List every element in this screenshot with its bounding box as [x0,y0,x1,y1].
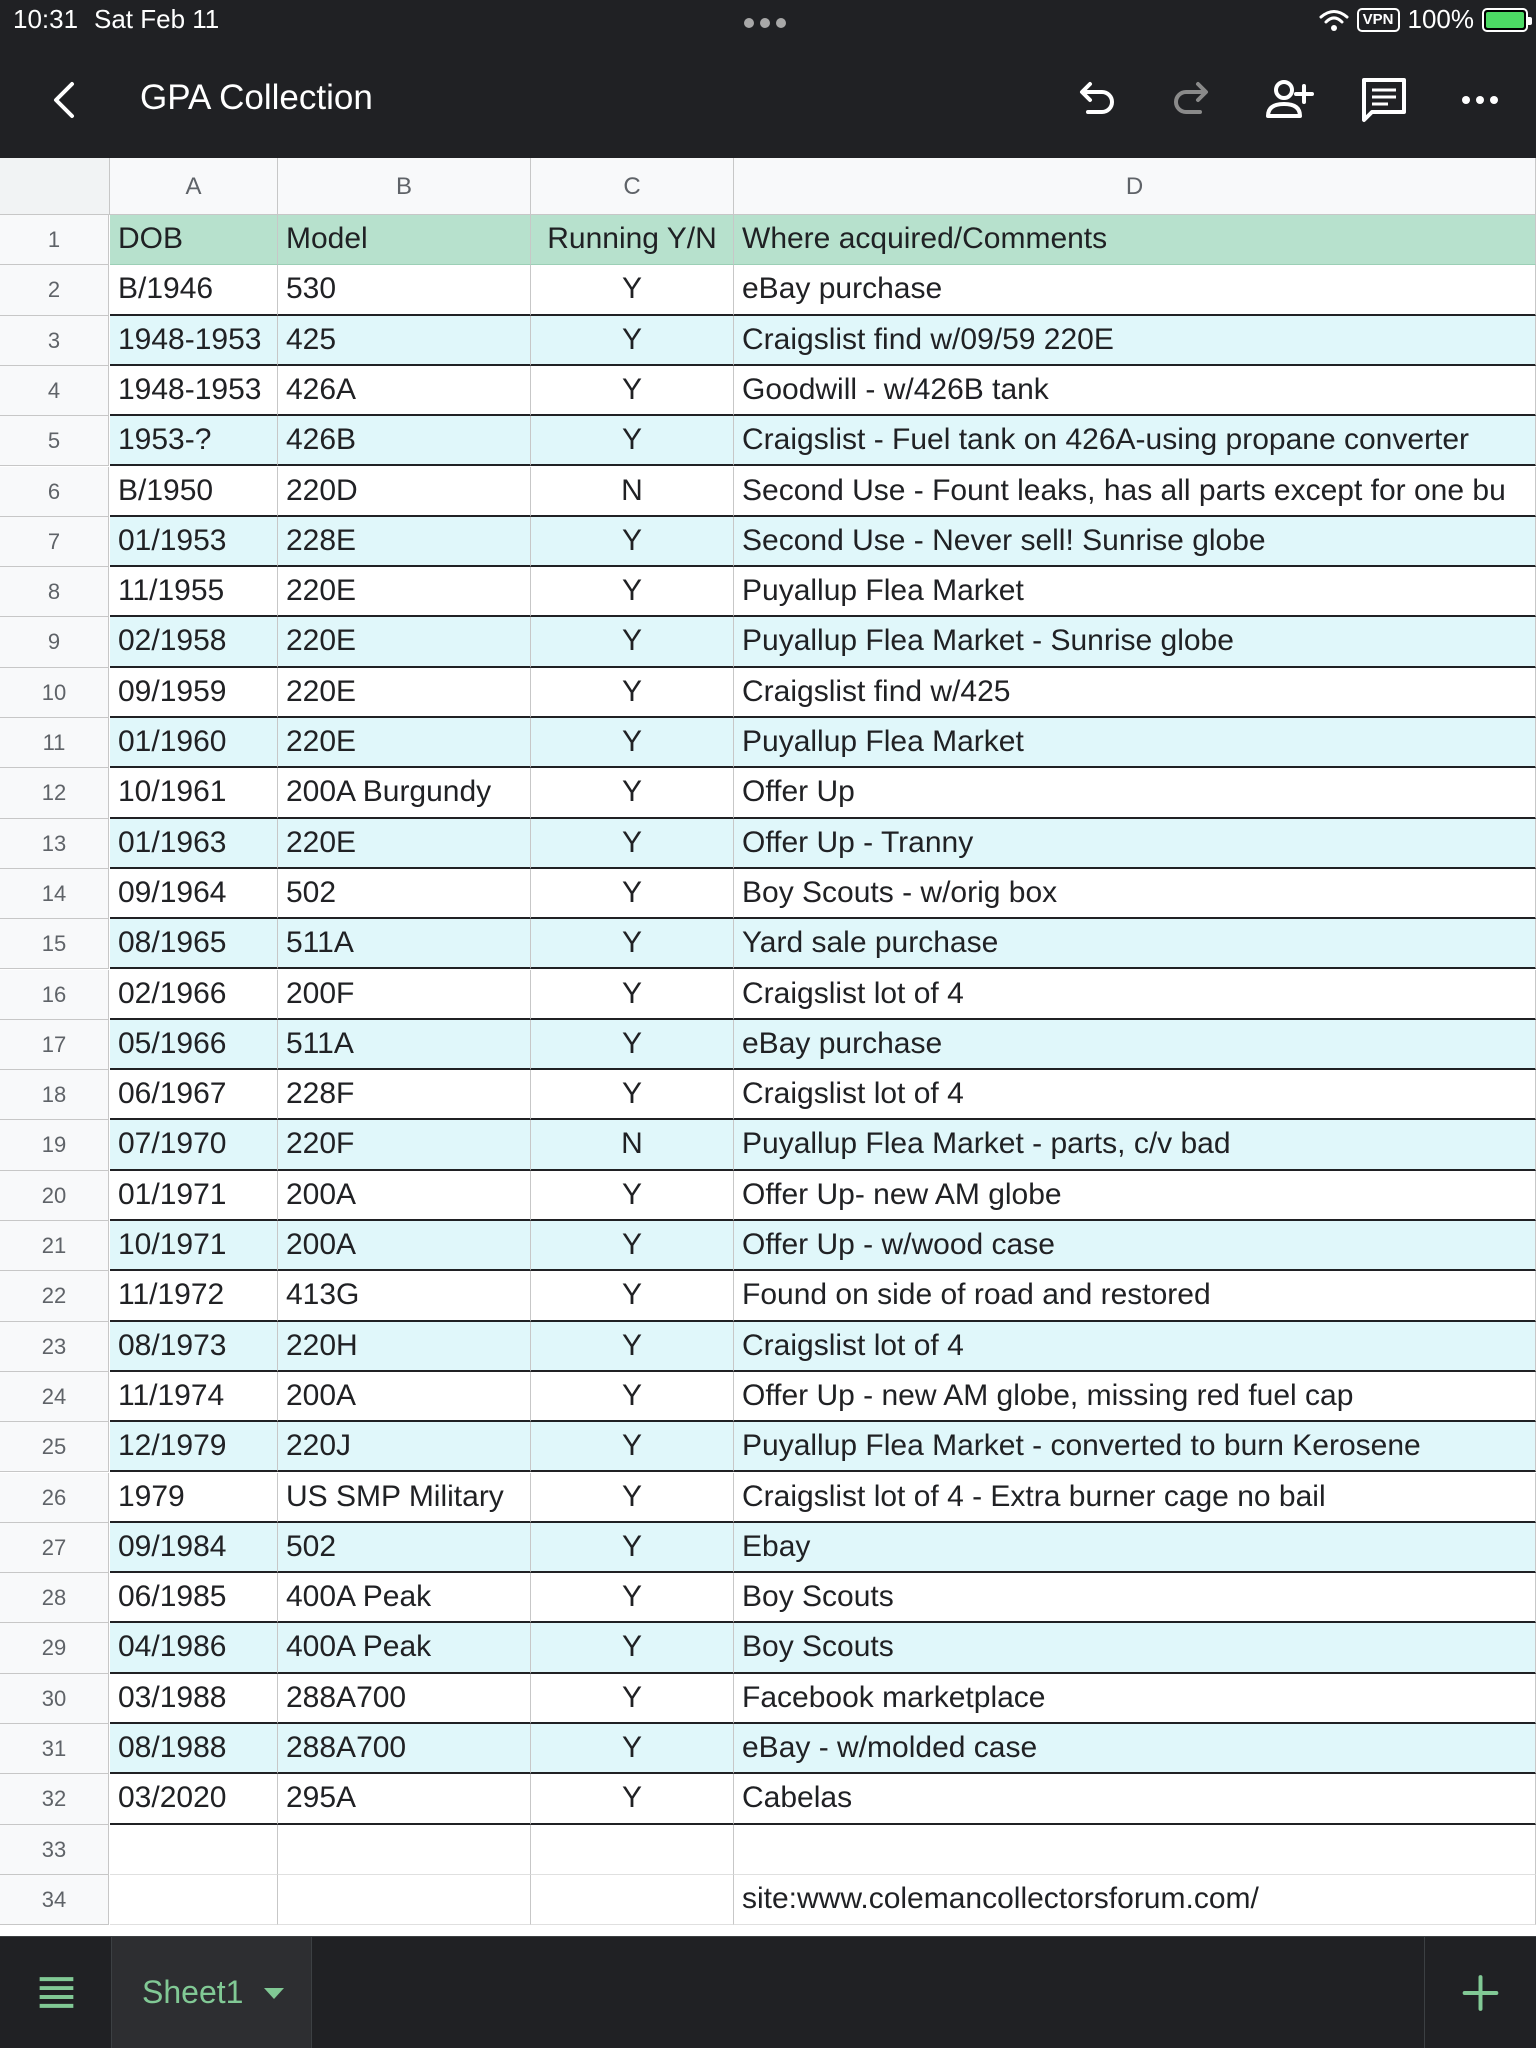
cell-comments[interactable]: Facebook marketplace [734,1674,1536,1724]
cell-model[interactable] [278,1825,531,1875]
row-number[interactable]: 24 [0,1372,109,1422]
column-header-a[interactable]: A [110,158,278,215]
cell-model[interactable]: 220H [278,1322,531,1372]
cell-running[interactable]: Y [531,1573,734,1623]
cell-model[interactable]: 228E [278,517,531,567]
cell-running[interactable]: Y [531,1070,734,1120]
cell-running[interactable]: Y [531,970,734,1020]
cell-running[interactable]: Y [531,265,734,315]
row-number[interactable]: 12 [0,768,109,818]
cell-model[interactable]: 425 [278,316,531,366]
cell-running[interactable]: Y [531,1322,734,1372]
wifi-icon [1319,8,1349,32]
cell-comments[interactable]: Second Use - Fount leaks, has all parts except for one bu [734,467,1536,517]
cell-running[interactable]: Y [531,1774,734,1824]
cell-model[interactable]: 220E [278,567,531,617]
column-header-c[interactable]: C [531,158,734,215]
cell-dob[interactable]: 12/1979 [110,1422,278,1472]
row-number[interactable]: 13 [0,819,109,869]
row-number[interactable]: 22 [0,1271,109,1321]
row-number[interactable]: 16 [0,970,109,1020]
row-number[interactable]: 4 [0,366,109,416]
cell-running[interactable]: Y [531,1674,734,1724]
cell-dob[interactable]: 08/1988 [110,1724,278,1774]
row-number[interactable]: 34 [0,1875,109,1925]
cell-comments[interactable]: Craigslist find w/425 [734,668,1536,718]
cell-dob[interactable]: 1979 [110,1473,278,1523]
cell-comments[interactable]: Offer Up - Tranny [734,819,1536,869]
cell-comments[interactable]: Boy Scouts - w/orig box [734,869,1536,919]
cell-running[interactable]: Y [531,517,734,567]
sheet-tab-sheet1[interactable] [112,1937,312,2048]
cell-comments[interactable]: Offer Up - new AM globe, missing red fuel cap [734,1372,1536,1422]
battery-icon [1482,8,1528,32]
row-number[interactable]: 17 [0,1020,109,1070]
cell-dob[interactable]: 1948-1953 [110,316,278,366]
status-right [1319,4,1528,35]
row-number[interactable]: 7 [0,517,109,567]
cell-dob[interactable]: 02/1958 [110,617,278,667]
battery-percent: 100% [1407,4,1474,34]
cell-model[interactable]: 220E [278,668,531,718]
cell-comments[interactable]: Boy Scouts [734,1573,1536,1623]
cell-dob[interactable]: 09/1984 [110,1523,278,1573]
undo-icon[interactable] [1068,72,1124,128]
cell-model[interactable]: US SMP Military [278,1473,531,1523]
cell-model[interactable]: 220D [278,467,531,517]
row-number[interactable]: 5 [0,416,109,466]
cell-dob[interactable]: 05/1966 [110,1020,278,1070]
cell-model[interactable]: 288A700 [278,1674,531,1724]
cell-dob[interactable]: 11/1974 [110,1372,278,1422]
row-number[interactable]: 26 [0,1473,109,1523]
row-number[interactable]: 30 [0,1674,109,1724]
cell-model[interactable]: 200A Burgundy [278,768,531,818]
back-icon[interactable] [40,70,90,130]
cell-model[interactable]: 502 [278,1523,531,1573]
cell-model[interactable]: 220E [278,617,531,667]
cell-dob[interactable] [110,1825,278,1875]
cell-dob[interactable]: 01/1960 [110,718,278,768]
cell-dob[interactable]: B/1946 [110,265,278,315]
cell-dob[interactable]: 02/1966 [110,970,278,1020]
cell-running[interactable]: Y [531,1422,734,1472]
cell-running[interactable]: Y [531,316,734,366]
cell-model[interactable]: 220E [278,718,531,768]
cell-running[interactable]: N [531,467,734,517]
cell-comments[interactable]: Craigslist lot of 4 [734,1322,1536,1372]
cell-comments[interactable]: Second Use - Never sell! Sunrise globe [734,517,1536,567]
top-chrome [0,0,1536,158]
cell-running[interactable]: Y [531,1523,734,1573]
cell-dob[interactable] [110,1875,278,1925]
cell-comments[interactable]: Found on side of road and restored [734,1271,1536,1321]
status-date: Sat Feb 11 [94,4,220,34]
sheet-tab-label: Sheet1 [142,1974,244,2010]
cell-running[interactable]: Y [531,819,734,869]
cell-running[interactable]: Y [531,1221,734,1271]
redo-icon[interactable] [1164,72,1220,128]
cell-model[interactable]: 288A700 [278,1724,531,1774]
cell-comments[interactable]: Yard sale purchase [734,919,1536,969]
cell-model[interactable]: 200A [278,1171,531,1221]
cell-comments[interactable]: eBay - w/molded case [734,1724,1536,1774]
cell-dob[interactable]: 03/2020 [110,1774,278,1824]
row-number[interactable]: 33 [0,1825,109,1875]
cell-dob[interactable]: DOB [110,215,278,265]
row-number[interactable]: 6 [0,467,109,517]
all-sheets-menu-icon[interactable] [0,1937,112,2048]
cell-comments[interactable]: Cabelas [734,1774,1536,1824]
cell-dob[interactable]: 10/1961 [110,768,278,818]
comment-icon[interactable] [1356,72,1412,128]
column-header-b[interactable]: B [278,158,531,215]
cell-running[interactable]: Y [531,1020,734,1070]
cell-running[interactable]: Y [531,768,734,818]
cell-dob[interactable]: 08/1965 [110,919,278,969]
cell-comments[interactable] [734,1825,1536,1875]
cell-model[interactable]: 400A Peak [278,1623,531,1673]
cell-dob[interactable]: 11/1955 [110,567,278,617]
column-header-d[interactable]: D [734,158,1536,215]
cell-comments[interactable]: Puyallup Flea Market [734,567,1536,617]
cell-comments[interactable]: Ebay [734,1523,1536,1573]
cell-running[interactable]: Running Y/N [531,215,734,265]
cell-model[interactable]: 228F [278,1070,531,1120]
row-number[interactable]: 29 [0,1623,109,1673]
cell-dob[interactable]: 03/1988 [110,1674,278,1724]
cell-running[interactable]: Y [531,1372,734,1422]
cell-running[interactable]: Y [531,1171,734,1221]
cell-dob[interactable]: 06/1985 [110,1573,278,1623]
cell-running[interactable]: N [531,1120,734,1170]
row-number[interactable]: 32 [0,1774,109,1824]
bottom-bar [0,1936,1536,2048]
cell-dob[interactable]: 01/1963 [110,819,278,869]
cell-comments[interactable]: Craigslist lot of 4 [734,970,1536,1020]
cell-dob[interactable]: 07/1970 [110,1120,278,1170]
cell-comments[interactable]: Craigslist lot of 4 - Extra burner cage no bail [734,1473,1536,1523]
cell-running[interactable]: Y [531,718,734,768]
cell-model[interactable]: 511A [278,919,531,969]
cell-model[interactable]: 511A [278,1020,531,1070]
row-number[interactable]: 1 [0,215,109,265]
cell-dob[interactable]: 06/1967 [110,1070,278,1120]
cell-comments[interactable]: Where acquired/Comments [734,215,1536,265]
cell-dob[interactable]: 09/1959 [110,668,278,718]
row-number[interactable]: 20 [0,1171,109,1221]
cell-comments[interactable]: Puyallup Flea Market - converted to burn Kerosene [734,1422,1536,1472]
cell-running[interactable] [531,1875,734,1925]
cell-model[interactable]: 400A Peak [278,1573,531,1623]
row-number[interactable]: 3 [0,316,109,366]
cell-model[interactable]: 426A [278,366,531,416]
cell-dob[interactable]: 01/1953 [110,517,278,567]
row-number[interactable]: 8 [0,567,109,617]
row-number[interactable]: 25 [0,1422,109,1472]
cell-model[interactable]: 413G [278,1271,531,1321]
row-number[interactable]: 14 [0,869,109,919]
cell-comments[interactable]: Craigslist find w/09/59 220E [734,316,1536,366]
cell-model[interactable]: 200F [278,970,531,1020]
cell-model[interactable]: 295A [278,1774,531,1824]
select-all-corner[interactable] [0,158,110,215]
cell-running[interactable] [531,1825,734,1875]
row-number[interactable]: 19 [0,1120,109,1170]
cell-comments[interactable]: Puyallup Flea Market - Sunrise globe [734,617,1536,667]
row-number[interactable]: 23 [0,1322,109,1372]
cell-dob[interactable]: B/1950 [110,467,278,517]
row-number[interactable]: 27 [0,1523,109,1573]
cell-dob[interactable]: 08/1973 [110,1322,278,1372]
cell-dob[interactable]: 1948-1953 [110,366,278,416]
cell-running[interactable]: Y [531,567,734,617]
cell-dob[interactable]: 10/1971 [110,1221,278,1271]
cell-dob[interactable]: 11/1972 [110,1271,278,1321]
vpn-badge: VPN [1357,8,1400,32]
cell-running[interactable]: Y [531,668,734,718]
row-number[interactable]: 15 [0,919,109,969]
cell-model[interactable] [278,1875,531,1925]
row-number[interactable]: 9 [0,617,109,667]
cell-running[interactable]: Y [531,366,734,416]
cell-dob[interactable]: 1953-? [110,416,278,466]
more-icon[interactable] [1452,72,1508,128]
cell-comments[interactable]: Boy Scouts [734,1623,1536,1673]
cell-model[interactable]: 502 [278,869,531,919]
cell-comments[interactable]: Puyallup Flea Market - parts, c/v bad [734,1120,1536,1170]
cell-model[interactable]: 530 [278,265,531,315]
cell-model[interactable]: Model [278,215,531,265]
cell-comments[interactable]: Offer Up [734,768,1536,818]
cell-running[interactable]: Y [531,919,734,969]
row-number[interactable]: 31 [0,1724,109,1774]
cell-comments[interactable]: Offer Up- new AM globe [734,1171,1536,1221]
add-person-icon[interactable] [1260,72,1316,128]
cell-comments[interactable]: Puyallup Flea Market [734,718,1536,768]
cell-running[interactable]: Y [531,416,734,466]
row-number[interactable]: 21 [0,1221,109,1271]
add-sheet-icon[interactable] [1424,1937,1536,2048]
cell-running[interactable]: Y [531,1473,734,1523]
cell-comments[interactable]: Offer Up - w/wood case [734,1221,1536,1271]
cell-comments[interactable]: Craigslist lot of 4 [734,1070,1536,1120]
row-number[interactable]: 11 [0,718,109,768]
cell-running[interactable]: Y [531,1623,734,1673]
cell-model[interactable]: 220J [278,1422,531,1472]
cell-comments[interactable]: Craigslist - Fuel tank on 426A-using propane converter [734,416,1536,466]
cell-comments[interactable]: eBay purchase [734,265,1536,315]
row-number[interactable]: 2 [0,265,109,315]
cell-running[interactable]: Y [531,1271,734,1321]
row-number[interactable]: 10 [0,668,109,718]
cell-running[interactable]: Y [531,869,734,919]
sheet-tab-dropdown-icon[interactable] [264,1988,284,1999]
status-time: 10:31 [13,4,79,34]
row-number[interactable]: 18 [0,1070,109,1120]
cell-model[interactable]: 200A [278,1372,531,1422]
cell-comments[interactable]: Goodwill - w/426B tank [734,366,1536,416]
cell-model[interactable]: 220F [278,1120,531,1170]
row-number[interactable]: 28 [0,1573,109,1623]
cell-running[interactable]: Y [531,1724,734,1774]
multitask-dots-icon[interactable] [744,18,786,28]
cell-comments[interactable]: site:www.colemancollectorsforum.com/ [734,1875,1536,1925]
cell-running[interactable]: Y [531,617,734,667]
cell-comments[interactable]: eBay purchase [734,1020,1536,1070]
cell-model[interactable]: 426B [278,416,531,466]
cell-dob[interactable]: 09/1964 [110,869,278,919]
cell-dob[interactable]: 01/1971 [110,1171,278,1221]
cell-model[interactable]: 200A [278,1221,531,1271]
cell-model[interactable]: 220E [278,819,531,869]
status-bar [0,0,1536,40]
document-title[interactable]: GPA Collection [140,78,373,117]
cell-dob[interactable]: 04/1986 [110,1623,278,1673]
